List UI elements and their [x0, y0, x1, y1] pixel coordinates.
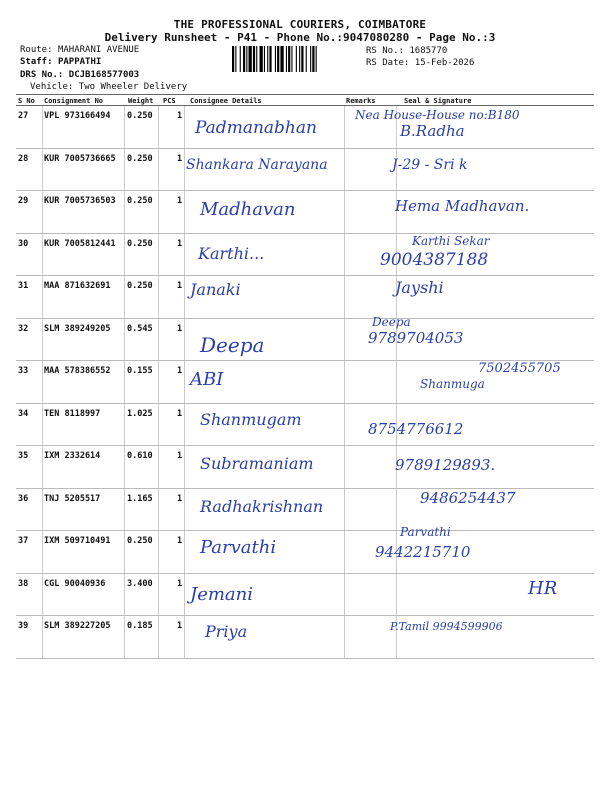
barcode-bar	[286, 46, 287, 72]
column-divider	[344, 531, 345, 573]
barcode-bar	[243, 46, 245, 72]
table-row	[16, 314, 594, 362]
row-seal-signature: 9789129893.	[395, 456, 496, 474]
column-divider	[184, 361, 185, 403]
col-pcs: PCS	[163, 97, 176, 105]
column-divider	[184, 149, 185, 191]
column-divider	[124, 361, 125, 403]
row-consignee-handwritten: Radhakrishnan	[200, 496, 324, 516]
row-seal-signature: Nea House-House no:B180	[355, 108, 520, 122]
column-divider	[344, 446, 345, 488]
rs-date-value: 15-Feb-2026	[414, 58, 475, 68]
staff-label: Staff:	[20, 57, 53, 67]
row-seal-signature: 8754776612	[368, 419, 464, 438]
column-divider	[184, 531, 185, 573]
row-seal-signature-extra: B.Radha	[400, 122, 465, 140]
column-divider	[344, 404, 345, 446]
row-seal-signature: 9486254437	[420, 488, 516, 507]
col-weight: Weight	[128, 97, 154, 105]
column-divider	[184, 616, 185, 658]
row-seal-signature: Deepa	[372, 314, 411, 329]
barcode	[232, 46, 362, 72]
row-sno: 27	[18, 111, 29, 121]
row-consignee-handwritten: Parvathi	[200, 537, 277, 558]
row-seal-signature-extra: 9442215710	[375, 543, 471, 561]
column-divider	[124, 106, 125, 148]
row-consignee-handwritten: Deepa	[200, 332, 265, 357]
column-divider	[344, 234, 345, 276]
barcode-bar	[249, 46, 252, 72]
table-row	[16, 446, 594, 489]
row-sno: 35	[18, 451, 29, 461]
barcode-bar	[288, 46, 290, 72]
row-consignee-handwritten: Priya	[205, 622, 248, 641]
table-row	[16, 489, 594, 532]
column-divider	[184, 319, 185, 361]
column-divider	[42, 446, 43, 488]
runsheet-subtitle: Delivery Runsheet - P41 - Phone No.:9047080280 - Page No.:3	[104, 31, 496, 44]
column-divider	[124, 489, 125, 531]
column-divider	[158, 489, 159, 531]
table-row	[16, 276, 594, 319]
row-weight: 0.250	[127, 281, 153, 291]
row-pcs: 1	[177, 621, 183, 631]
row-consignment: MAA 578386552	[44, 366, 111, 376]
drs-value: DCJB168577003	[68, 70, 140, 80]
route-value: MAHARANI AVENUE	[57, 45, 140, 55]
route-label: Route:	[20, 45, 53, 55]
column-divider	[42, 489, 43, 531]
row-consignee-handwritten: ABI	[190, 369, 224, 390]
row-consignment: SLM 389249205	[44, 323, 111, 334]
barcode-bar	[232, 46, 234, 72]
row-consignee-handwritten: Padmanabhan	[195, 118, 317, 138]
barcode-bar	[275, 46, 276, 72]
row-consignee-handwritten: Jemani	[190, 583, 254, 605]
column-divider	[158, 446, 159, 488]
vehicle-value: Two Wheeler Delivery	[78, 82, 188, 92]
row-pcs: 1	[177, 366, 183, 376]
column-divider	[42, 404, 43, 446]
barcode-bar	[306, 46, 307, 72]
rs-date-label: RS Date:	[366, 58, 410, 68]
vehicle-label: Vehicle:	[30, 82, 74, 92]
row-consignment: KUR 7005736503	[44, 196, 116, 206]
barcode-bar	[269, 46, 271, 72]
table-row	[16, 616, 594, 659]
row-pcs: 1	[177, 578, 183, 589]
column-divider	[124, 446, 125, 488]
row-seal-signature-extra: 9004387188	[380, 249, 489, 270]
row-pcs: 1	[177, 238, 183, 249]
row-pcs: 1	[177, 323, 183, 334]
staff-value: PAPPATHI	[57, 57, 102, 67]
row-weight: 3.400	[127, 578, 153, 589]
table-row	[16, 149, 594, 192]
row-consignment: CGL 90040936	[44, 578, 106, 589]
column-divider	[396, 489, 397, 531]
column-divider	[124, 404, 125, 446]
barcode-bar	[301, 46, 303, 72]
row-consignment: IXM 509710491	[44, 536, 111, 546]
column-divider	[42, 319, 43, 361]
barcode-bar	[280, 46, 283, 72]
row-sno: 32	[18, 323, 29, 334]
column-divider	[42, 574, 43, 616]
barcode-bar	[260, 46, 263, 72]
drs-label: DRS No.:	[20, 70, 64, 80]
vehicle-line	[30, 82, 187, 92]
row-pcs: 1	[177, 153, 183, 164]
column-divider	[124, 276, 125, 318]
table-row	[16, 361, 594, 404]
barcode-bar	[267, 46, 268, 72]
row-consignment: IXM 2332614	[44, 451, 101, 461]
row-consignment: KUR 7005812441	[44, 238, 116, 249]
row-pcs: 1	[177, 281, 183, 291]
column-divider	[184, 191, 185, 233]
column-divider	[184, 234, 185, 276]
row-sno: 39	[18, 621, 29, 631]
column-divider	[124, 319, 125, 361]
column-divider	[344, 191, 345, 233]
route-line	[20, 45, 139, 55]
row-sno: 28	[18, 153, 29, 164]
row-sno: 37	[18, 536, 29, 546]
column-divider	[158, 361, 159, 403]
barcode-bar	[316, 46, 317, 72]
rs-date-line	[366, 58, 474, 68]
column-divider	[396, 574, 397, 616]
table-row	[16, 191, 594, 234]
column-divider	[124, 234, 125, 276]
barcode-bar	[312, 46, 314, 72]
row-consignment: VPL 973166494	[44, 111, 111, 121]
column-divider	[344, 276, 345, 318]
column-divider	[42, 531, 43, 573]
column-divider	[184, 489, 185, 531]
col-sno: S No	[18, 97, 35, 105]
column-divider	[158, 106, 159, 148]
column-divider	[42, 361, 43, 403]
row-pcs: 1	[177, 408, 183, 419]
col-consignee: Consignee Details	[190, 97, 262, 105]
barcode-bar	[296, 46, 297, 72]
column-divider	[344, 489, 345, 531]
table-row	[16, 525, 594, 574]
col-remarks: Remarks	[346, 97, 376, 105]
column-divider	[344, 319, 345, 361]
header-top-rule	[16, 94, 594, 95]
column-divider	[184, 106, 185, 148]
column-divider	[158, 276, 159, 318]
barcode-bar	[291, 46, 292, 72]
row-seal-signature: J-29 - Sri k	[392, 156, 468, 173]
col-consignment: Consignment No	[44, 97, 104, 105]
row-consignee-handwritten: Shanmugam	[200, 409, 302, 429]
barcode-bar	[235, 46, 236, 72]
column-divider	[184, 446, 185, 488]
barcode-bar	[277, 46, 279, 72]
row-consignment: MAA 871632691	[44, 281, 111, 291]
row-sno: 31	[18, 281, 29, 291]
row-consignee-handwritten: Shankara Narayana	[186, 156, 328, 173]
row-weight: 0.185	[127, 621, 153, 631]
column-divider	[344, 106, 345, 148]
row-weight: 0.250	[127, 196, 153, 206]
column-divider	[344, 574, 345, 616]
barcode-bar	[264, 46, 265, 72]
column-divider	[184, 404, 185, 446]
barcode-bar	[240, 46, 241, 72]
column-divider	[184, 276, 185, 318]
column-divider	[42, 191, 43, 233]
row-consignment: TEN 8118997	[44, 408, 101, 419]
drs-line	[20, 70, 139, 80]
row-pcs: 1	[177, 536, 183, 546]
row-weight: 0.250	[127, 153, 153, 164]
column-divider	[344, 149, 345, 191]
row-weight: 0.250	[127, 536, 153, 546]
column-divider	[124, 574, 125, 616]
table-row	[16, 234, 594, 277]
row-seal-signature: P.Tamil 9994599906	[390, 620, 503, 633]
table-row	[16, 404, 594, 447]
row-weight: 0.610	[127, 451, 153, 461]
column-divider	[42, 106, 43, 148]
row-seal-signature-extra: Shanmuga	[420, 377, 485, 391]
column-divider	[158, 319, 159, 361]
row-sno: 38	[18, 578, 29, 589]
column-divider	[396, 361, 397, 403]
row-seal-signature: Hema Madhavan.	[395, 197, 530, 215]
column-divider	[124, 149, 125, 191]
column-divider	[158, 404, 159, 446]
row-seal-signature: Jayshi	[395, 278, 444, 297]
column-divider	[158, 191, 159, 233]
column-divider	[158, 234, 159, 276]
company-title: THE PROFESSIONAL COURIERS, COIMBATORE	[173, 18, 427, 31]
column-divider	[158, 574, 159, 616]
row-consignment: KUR 7005736665	[44, 153, 116, 164]
row-consignee-handwritten: Madhavan	[200, 199, 296, 220]
row-pcs: 1	[177, 493, 183, 504]
row-consignee-handwritten: Janaki	[190, 280, 241, 299]
row-consignee-handwritten: Subramaniam	[200, 454, 314, 473]
row-pcs: 1	[177, 111, 183, 121]
column-divider	[124, 616, 125, 658]
column-divider	[158, 616, 159, 658]
barcode-bar	[253, 46, 255, 72]
row-pcs: 1	[177, 196, 183, 206]
rs-no-label: RS No.:	[366, 46, 404, 56]
row-seal-signature: HR	[528, 577, 558, 599]
staff-line	[20, 57, 101, 67]
row-sno: 30	[18, 238, 29, 249]
row-seal-signature: 7502455705	[478, 361, 561, 376]
row-sno: 36	[18, 493, 29, 504]
barcode-bar	[299, 46, 300, 72]
row-weight: 1.165	[127, 493, 153, 504]
column-divider	[42, 616, 43, 658]
table-row	[16, 106, 594, 149]
row-seal-signature-extra: 9789704053	[368, 328, 464, 347]
row-consignee-handwritten: Karthi...	[198, 243, 265, 263]
row-consignment: SLM 389227205	[44, 621, 111, 631]
column-divider	[184, 574, 185, 616]
row-consignment: TNJ 5205517	[44, 493, 101, 504]
column-divider	[42, 234, 43, 276]
column-divider	[42, 276, 43, 318]
row-sno: 33	[18, 366, 29, 376]
column-divider	[158, 149, 159, 191]
row-sno: 34	[18, 408, 29, 419]
barcode-bar	[246, 46, 247, 72]
col-seal: Seal & Signature	[404, 97, 472, 105]
row-seal-signature: Karthi Sekar	[412, 233, 490, 248]
rs-no-value: 1685770	[409, 46, 448, 56]
column-divider	[158, 531, 159, 573]
row-weight: 1.025	[127, 408, 153, 419]
row-weight: 0.250	[127, 238, 153, 249]
column-divider	[124, 531, 125, 573]
column-divider	[42, 149, 43, 191]
rs-no-line	[366, 46, 447, 56]
row-seal-signature: Parvathi	[400, 525, 451, 539]
column-divider	[344, 616, 345, 658]
table-row	[16, 574, 594, 617]
row-pcs: 1	[177, 451, 183, 461]
barcode-bar	[310, 46, 311, 72]
row-weight: 0.155	[127, 366, 153, 376]
barcode-bar	[256, 46, 257, 72]
column-divider	[344, 361, 345, 403]
row-weight: 0.545	[127, 323, 153, 334]
row-weight: 0.250	[127, 111, 153, 121]
row-sno: 29	[18, 196, 29, 206]
column-divider	[124, 191, 125, 233]
